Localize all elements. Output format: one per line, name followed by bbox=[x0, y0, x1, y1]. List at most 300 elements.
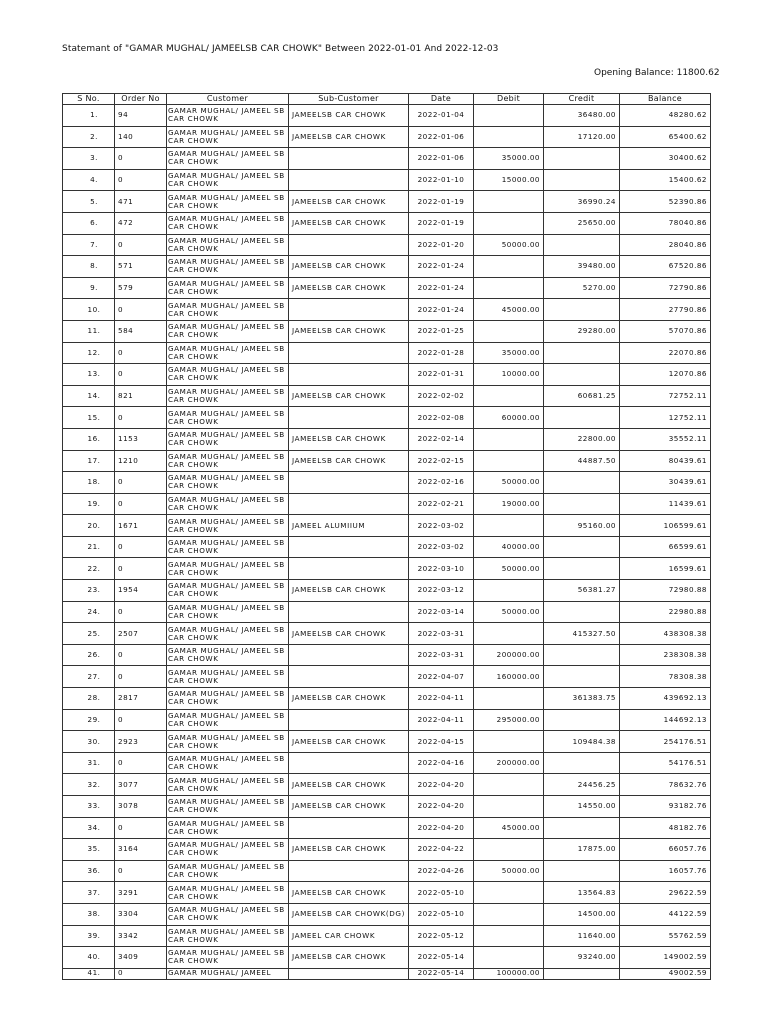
cell-date: 2022-05-10 bbox=[409, 882, 474, 904]
cell-credit: 39480.00 bbox=[544, 256, 620, 278]
cell-balance: 72752.11 bbox=[620, 385, 711, 407]
cell-order-no: 140 bbox=[115, 126, 167, 148]
header-date: Date bbox=[409, 94, 474, 105]
cell-credit bbox=[544, 407, 620, 429]
table-row bbox=[63, 105, 711, 127]
cell-balance: 66057.76 bbox=[620, 839, 711, 861]
cell-sub-customer: JAMEELSB CAR CHOWK bbox=[289, 731, 409, 753]
table-header-row bbox=[63, 94, 711, 105]
cell-sub-customer: JAMEELSB CAR CHOWK bbox=[289, 688, 409, 710]
cell-balance: 48182.76 bbox=[620, 817, 711, 839]
cell-date: 2022-02-08 bbox=[409, 407, 474, 429]
cell-sub-customer bbox=[289, 407, 409, 429]
cell-sno: 7. bbox=[63, 234, 115, 256]
cell-debit: 35000.00 bbox=[474, 148, 544, 170]
cell-balance: 80439.61 bbox=[620, 450, 711, 472]
cell-date: 2022-04-11 bbox=[409, 709, 474, 731]
cell-order-no: 579 bbox=[115, 277, 167, 299]
cell-sub-customer bbox=[289, 860, 409, 882]
cell-sno: 37. bbox=[63, 882, 115, 904]
cell-balance: 78040.86 bbox=[620, 212, 711, 234]
cell-order-no: 0 bbox=[115, 493, 167, 515]
table-row bbox=[63, 126, 711, 148]
cell-debit: 19000.00 bbox=[474, 493, 544, 515]
cell-order-no: 472 bbox=[115, 212, 167, 234]
cell-credit: 14500.00 bbox=[544, 903, 620, 925]
cell-credit: 36990.24 bbox=[544, 191, 620, 213]
cell-debit bbox=[474, 903, 544, 925]
cell-date: 2022-02-16 bbox=[409, 472, 474, 494]
cell-date: 2022-04-15 bbox=[409, 731, 474, 753]
cell-date: 2022-01-19 bbox=[409, 212, 474, 234]
table-row bbox=[63, 493, 711, 515]
table-row bbox=[63, 385, 711, 407]
cell-credit: 14550.00 bbox=[544, 796, 620, 818]
cell-debit: 50000.00 bbox=[474, 601, 544, 623]
cell-sno: 21. bbox=[63, 536, 115, 558]
cell-sub-customer: JAMEELSB CAR CHOWK bbox=[289, 105, 409, 127]
cell-customer: GAMAR MUGHAL/ JAMEEL SB CAR CHOWK bbox=[167, 126, 289, 148]
cell-credit bbox=[544, 601, 620, 623]
table-row bbox=[63, 277, 711, 299]
cell-debit bbox=[474, 385, 544, 407]
cell-sub-customer: JAMEELSB CAR CHOWK bbox=[289, 882, 409, 904]
table-row bbox=[63, 666, 711, 688]
cell-date: 2022-03-31 bbox=[409, 644, 474, 666]
cell-sno: 11. bbox=[63, 320, 115, 342]
cell-balance: 44122.59 bbox=[620, 903, 711, 925]
cell-balance: 55762.59 bbox=[620, 925, 711, 947]
cell-order-no: 3409 bbox=[115, 947, 167, 969]
cell-sub-customer: JAMEELSB CAR CHOWK(DG) bbox=[289, 903, 409, 925]
cell-customer: GAMAR MUGHAL/ JAMEEL SB CAR CHOWK bbox=[167, 580, 289, 602]
table-row bbox=[63, 256, 711, 278]
table-row bbox=[63, 515, 711, 537]
cell-debit: 45000.00 bbox=[474, 817, 544, 839]
cell-debit bbox=[474, 515, 544, 537]
cell-sno: 28. bbox=[63, 688, 115, 710]
cell-debit: 200000.00 bbox=[474, 752, 544, 774]
cell-sub-customer bbox=[289, 148, 409, 170]
cell-order-no: 0 bbox=[115, 644, 167, 666]
cell-order-no: 0 bbox=[115, 536, 167, 558]
cell-sub-customer: JAMEELSB CAR CHOWK bbox=[289, 126, 409, 148]
cell-order-no: 0 bbox=[115, 817, 167, 839]
cell-balance: 57070.86 bbox=[620, 320, 711, 342]
cell-balance: 78308.38 bbox=[620, 666, 711, 688]
table-row bbox=[63, 968, 711, 979]
header-order-no: Order No bbox=[115, 94, 167, 105]
cell-debit bbox=[474, 688, 544, 710]
cell-credit bbox=[544, 472, 620, 494]
cell-customer: GAMAR MUGHAL/ JAMEEL SB CAR CHOWK bbox=[167, 342, 289, 364]
cell-sno: 14. bbox=[63, 385, 115, 407]
cell-debit bbox=[474, 105, 544, 127]
cell-sno: 40. bbox=[63, 947, 115, 969]
cell-sno: 13. bbox=[63, 364, 115, 386]
cell-order-no: 2817 bbox=[115, 688, 167, 710]
cell-sub-customer: JAMEELSB CAR CHOWK bbox=[289, 428, 409, 450]
cell-date: 2022-04-20 bbox=[409, 817, 474, 839]
cell-debit bbox=[474, 320, 544, 342]
cell-customer: GAMAR MUGHAL/ JAMEEL SB CAR CHOWK bbox=[167, 709, 289, 731]
cell-credit: 5270.00 bbox=[544, 277, 620, 299]
cell-order-no: 821 bbox=[115, 385, 167, 407]
cell-balance: 106599.61 bbox=[620, 515, 711, 537]
cell-date: 2022-01-19 bbox=[409, 191, 474, 213]
cell-credit bbox=[544, 666, 620, 688]
cell-balance: 30439.61 bbox=[620, 472, 711, 494]
cell-sub-customer bbox=[289, 968, 409, 979]
cell-sno: 23. bbox=[63, 580, 115, 602]
cell-customer: GAMAR MUGHAL/ JAMEEL SB CAR CHOWK bbox=[167, 817, 289, 839]
cell-sno: 25. bbox=[63, 623, 115, 645]
cell-customer: GAMAR MUGHAL/ JAMEEL SB CAR CHOWK bbox=[167, 601, 289, 623]
cell-date: 2022-04-20 bbox=[409, 796, 474, 818]
table-body bbox=[63, 105, 711, 980]
cell-credit bbox=[544, 148, 620, 170]
cell-debit: 60000.00 bbox=[474, 407, 544, 429]
cell-order-no: 0 bbox=[115, 342, 167, 364]
cell-sno: 10. bbox=[63, 299, 115, 321]
header-balance: Balance bbox=[620, 94, 711, 105]
cell-sno: 1. bbox=[63, 105, 115, 127]
cell-debit bbox=[474, 580, 544, 602]
cell-credit: 25650.00 bbox=[544, 212, 620, 234]
cell-customer: GAMAR MUGHAL/ JAMEEL SB CAR CHOWK bbox=[167, 148, 289, 170]
cell-sno: 24. bbox=[63, 601, 115, 623]
table-row bbox=[63, 817, 711, 839]
cell-sub-customer bbox=[289, 299, 409, 321]
cell-sub-customer bbox=[289, 601, 409, 623]
cell-customer: GAMAR MUGHAL/ JAMEEL SB CAR CHOWK bbox=[167, 407, 289, 429]
table-row bbox=[63, 191, 711, 213]
table-row bbox=[63, 407, 711, 429]
cell-customer: GAMAR MUGHAL/ JAMEEL SB CAR CHOWK bbox=[167, 882, 289, 904]
cell-balance: 54176.51 bbox=[620, 752, 711, 774]
cell-balance: 16057.76 bbox=[620, 860, 711, 882]
cell-debit bbox=[474, 256, 544, 278]
cell-customer: GAMAR MUGHAL/ JAMEEL SB CAR CHOWK bbox=[167, 752, 289, 774]
cell-debit: 15000.00 bbox=[474, 169, 544, 191]
cell-debit bbox=[474, 277, 544, 299]
cell-balance: 12070.86 bbox=[620, 364, 711, 386]
cell-date: 2022-03-02 bbox=[409, 515, 474, 537]
cell-customer: GAMAR MUGHAL/ JAMEEL SB CAR CHOWK bbox=[167, 839, 289, 861]
cell-order-no: 2507 bbox=[115, 623, 167, 645]
cell-sub-customer bbox=[289, 342, 409, 364]
cell-order-no: 0 bbox=[115, 968, 167, 979]
cell-debit: 50000.00 bbox=[474, 558, 544, 580]
cell-date: 2022-01-20 bbox=[409, 234, 474, 256]
cell-order-no: 3291 bbox=[115, 882, 167, 904]
header-debit: Debit bbox=[474, 94, 544, 105]
cell-credit bbox=[544, 364, 620, 386]
cell-balance: 22070.86 bbox=[620, 342, 711, 364]
cell-sno: 5. bbox=[63, 191, 115, 213]
cell-sno: 34. bbox=[63, 817, 115, 839]
table-row bbox=[63, 169, 711, 191]
table-row bbox=[63, 428, 711, 450]
cell-credit bbox=[544, 709, 620, 731]
cell-customer: GAMAR MUGHAL/ JAMEEL SB CAR CHOWK bbox=[167, 947, 289, 969]
header-credit: Credit bbox=[544, 94, 620, 105]
cell-customer: GAMAR MUGHAL/ JAMEEL SB CAR CHOWK bbox=[167, 428, 289, 450]
cell-balance: 66599.61 bbox=[620, 536, 711, 558]
cell-debit bbox=[474, 623, 544, 645]
cell-order-no: 0 bbox=[115, 709, 167, 731]
cell-customer: GAMAR MUGHAL/ JAMEEL SB CAR CHOWK bbox=[167, 299, 289, 321]
table-row bbox=[63, 580, 711, 602]
cell-balance: 16599.61 bbox=[620, 558, 711, 580]
cell-date: 2022-02-02 bbox=[409, 385, 474, 407]
cell-credit bbox=[544, 752, 620, 774]
cell-sno: 2. bbox=[63, 126, 115, 148]
cell-debit bbox=[474, 731, 544, 753]
cell-sno: 30. bbox=[63, 731, 115, 753]
cell-date: 2022-04-20 bbox=[409, 774, 474, 796]
cell-order-no: 2923 bbox=[115, 731, 167, 753]
cell-customer: GAMAR MUGHAL/ JAMEEL SB CAR CHOWK bbox=[167, 558, 289, 580]
cell-sub-customer bbox=[289, 364, 409, 386]
cell-date: 2022-01-06 bbox=[409, 126, 474, 148]
cell-credit: 24456.25 bbox=[544, 774, 620, 796]
cell-date: 2022-03-02 bbox=[409, 536, 474, 558]
cell-balance: 22980.88 bbox=[620, 601, 711, 623]
cell-balance: 49002.59 bbox=[620, 968, 711, 979]
cell-date: 2022-04-16 bbox=[409, 752, 474, 774]
cell-sno: 20. bbox=[63, 515, 115, 537]
cell-customer: GAMAR MUGHAL/ JAMEEL SB CAR CHOWK bbox=[167, 688, 289, 710]
cell-sno: 3. bbox=[63, 148, 115, 170]
cell-order-no: 1210 bbox=[115, 450, 167, 472]
cell-credit: 415327.50 bbox=[544, 623, 620, 645]
cell-customer: GAMAR MUGHAL/ JAMEEL SB CAR CHOWK bbox=[167, 644, 289, 666]
cell-credit: 13564.83 bbox=[544, 882, 620, 904]
cell-debit: 295000.00 bbox=[474, 709, 544, 731]
cell-sub-customer bbox=[289, 666, 409, 688]
cell-customer: GAMAR MUGHAL/ JAMEEL SB CAR CHOWK bbox=[167, 472, 289, 494]
cell-sub-customer: JAMEELSB CAR CHOWK bbox=[289, 839, 409, 861]
cell-sno: 9. bbox=[63, 277, 115, 299]
cell-sno: 35. bbox=[63, 839, 115, 861]
cell-credit: 17120.00 bbox=[544, 126, 620, 148]
cell-credit bbox=[544, 342, 620, 364]
cell-order-no: 3304 bbox=[115, 903, 167, 925]
cell-sno: 18. bbox=[63, 472, 115, 494]
cell-order-no: 0 bbox=[115, 148, 167, 170]
cell-balance: 93182.76 bbox=[620, 796, 711, 818]
cell-debit: 40000.00 bbox=[474, 536, 544, 558]
cell-order-no: 1671 bbox=[115, 515, 167, 537]
cell-order-no: 3342 bbox=[115, 925, 167, 947]
cell-sub-customer bbox=[289, 536, 409, 558]
cell-customer: GAMAR MUGHAL/ JAMEEL SB CAR CHOWK bbox=[167, 774, 289, 796]
cell-debit: 200000.00 bbox=[474, 644, 544, 666]
cell-date: 2022-03-14 bbox=[409, 601, 474, 623]
cell-sno: 8. bbox=[63, 256, 115, 278]
cell-sno: 38. bbox=[63, 903, 115, 925]
cell-date: 2022-01-04 bbox=[409, 105, 474, 127]
cell-date: 2022-03-12 bbox=[409, 580, 474, 602]
table-row bbox=[63, 860, 711, 882]
cell-date: 2022-05-10 bbox=[409, 903, 474, 925]
cell-customer: GAMAR MUGHAL/ JAMEEL SB CAR CHOWK bbox=[167, 385, 289, 407]
table-row bbox=[63, 709, 711, 731]
cell-customer: GAMAR MUGHAL/ JAMEEL SB CAR CHOWK bbox=[167, 277, 289, 299]
cell-date: 2022-01-10 bbox=[409, 169, 474, 191]
cell-sub-customer: JAMEELSB CAR CHOWK bbox=[289, 277, 409, 299]
cell-customer: GAMAR MUGHAL/ JAMEEL bbox=[167, 968, 289, 979]
table-row bbox=[63, 882, 711, 904]
table-row bbox=[63, 364, 711, 386]
cell-sno: 12. bbox=[63, 342, 115, 364]
table-row bbox=[63, 601, 711, 623]
header-sno: S No. bbox=[63, 94, 115, 105]
cell-debit bbox=[474, 212, 544, 234]
cell-credit: 17875.00 bbox=[544, 839, 620, 861]
table-row bbox=[63, 925, 711, 947]
cell-sno: 22. bbox=[63, 558, 115, 580]
cell-customer: GAMAR MUGHAL/ JAMEEL SB CAR CHOWK bbox=[167, 169, 289, 191]
cell-debit bbox=[474, 882, 544, 904]
cell-credit bbox=[544, 558, 620, 580]
opening-balance: Opening Balance: 11800.62 bbox=[594, 68, 720, 78]
cell-order-no: 0 bbox=[115, 169, 167, 191]
table-row bbox=[63, 903, 711, 925]
cell-sno: 16. bbox=[63, 428, 115, 450]
table-row bbox=[63, 299, 711, 321]
cell-sub-customer: JAMEELSB CAR CHOWK bbox=[289, 796, 409, 818]
cell-date: 2022-03-10 bbox=[409, 558, 474, 580]
cell-date: 2022-05-14 bbox=[409, 947, 474, 969]
cell-debit bbox=[474, 126, 544, 148]
cell-debit: 45000.00 bbox=[474, 299, 544, 321]
cell-balance: 144692.13 bbox=[620, 709, 711, 731]
cell-date: 2022-02-15 bbox=[409, 450, 474, 472]
cell-debit: 100000.00 bbox=[474, 968, 544, 979]
cell-sub-customer bbox=[289, 709, 409, 731]
cell-sub-customer bbox=[289, 472, 409, 494]
cell-credit: 44887.50 bbox=[544, 450, 620, 472]
cell-credit: 109484.38 bbox=[544, 731, 620, 753]
cell-order-no: 0 bbox=[115, 407, 167, 429]
cell-date: 2022-04-11 bbox=[409, 688, 474, 710]
table-row bbox=[63, 731, 711, 753]
cell-balance: 72790.86 bbox=[620, 277, 711, 299]
cell-credit bbox=[544, 299, 620, 321]
cell-credit: 36480.00 bbox=[544, 105, 620, 127]
table-row bbox=[63, 148, 711, 170]
cell-customer: GAMAR MUGHAL/ JAMEEL SB CAR CHOWK bbox=[167, 234, 289, 256]
cell-date: 2022-05-12 bbox=[409, 925, 474, 947]
cell-customer: GAMAR MUGHAL/ JAMEEL SB CAR CHOWK bbox=[167, 256, 289, 278]
cell-credit: 95160.00 bbox=[544, 515, 620, 537]
cell-customer: GAMAR MUGHAL/ JAMEEL SB CAR CHOWK bbox=[167, 493, 289, 515]
cell-debit bbox=[474, 191, 544, 213]
cell-sub-customer: JAMEELSB CAR CHOWK bbox=[289, 212, 409, 234]
table-row bbox=[63, 234, 711, 256]
cell-sub-customer bbox=[289, 817, 409, 839]
cell-customer: GAMAR MUGHAL/ JAMEEL SB CAR CHOWK bbox=[167, 623, 289, 645]
cell-balance: 35552.11 bbox=[620, 428, 711, 450]
cell-sno: 26. bbox=[63, 644, 115, 666]
cell-debit: 160000.00 bbox=[474, 666, 544, 688]
cell-balance: 439692.13 bbox=[620, 688, 711, 710]
cell-sub-customer bbox=[289, 493, 409, 515]
cell-balance: 254176.51 bbox=[620, 731, 711, 753]
cell-order-no: 0 bbox=[115, 752, 167, 774]
cell-customer: GAMAR MUGHAL/ JAMEEL SB CAR CHOWK bbox=[167, 925, 289, 947]
table-row bbox=[63, 839, 711, 861]
cell-order-no: 1954 bbox=[115, 580, 167, 602]
cell-sno: 33. bbox=[63, 796, 115, 818]
cell-date: 2022-01-25 bbox=[409, 320, 474, 342]
cell-customer: GAMAR MUGHAL/ JAMEEL SB CAR CHOWK bbox=[167, 450, 289, 472]
cell-sub-customer bbox=[289, 558, 409, 580]
cell-date: 2022-01-06 bbox=[409, 148, 474, 170]
cell-customer: GAMAR MUGHAL/ JAMEEL SB CAR CHOWK bbox=[167, 212, 289, 234]
cell-date: 2022-04-22 bbox=[409, 839, 474, 861]
cell-customer: GAMAR MUGHAL/ JAMEEL SB CAR CHOWK bbox=[167, 191, 289, 213]
cell-order-no: 3164 bbox=[115, 839, 167, 861]
cell-sno: 32. bbox=[63, 774, 115, 796]
cell-date: 2022-01-24 bbox=[409, 299, 474, 321]
cell-balance: 78632.76 bbox=[620, 774, 711, 796]
cell-sub-customer: JAMEELSB CAR CHOWK bbox=[289, 947, 409, 969]
cell-order-no: 94 bbox=[115, 105, 167, 127]
cell-order-no: 0 bbox=[115, 234, 167, 256]
cell-debit: 50000.00 bbox=[474, 234, 544, 256]
cell-sub-customer bbox=[289, 752, 409, 774]
cell-sno: 36. bbox=[63, 860, 115, 882]
cell-credit bbox=[544, 968, 620, 979]
table-row bbox=[63, 947, 711, 969]
cell-balance: 28040.86 bbox=[620, 234, 711, 256]
cell-customer: GAMAR MUGHAL/ JAMEEL SB CAR CHOWK bbox=[167, 320, 289, 342]
cell-debit: 10000.00 bbox=[474, 364, 544, 386]
cell-customer: GAMAR MUGHAL/ JAMEEL SB CAR CHOWK bbox=[167, 666, 289, 688]
cell-sub-customer bbox=[289, 169, 409, 191]
table-row bbox=[63, 774, 711, 796]
cell-order-no: 571 bbox=[115, 256, 167, 278]
table-row bbox=[63, 342, 711, 364]
statement-table bbox=[62, 93, 711, 980]
cell-order-no: 0 bbox=[115, 472, 167, 494]
cell-order-no: 0 bbox=[115, 364, 167, 386]
cell-date: 2022-04-07 bbox=[409, 666, 474, 688]
cell-sub-customer: JAMEEL ALUMIIUM bbox=[289, 515, 409, 537]
cell-balance: 72980.88 bbox=[620, 580, 711, 602]
cell-balance: 30400.62 bbox=[620, 148, 711, 170]
cell-date: 2022-04-26 bbox=[409, 860, 474, 882]
table-row bbox=[63, 796, 711, 818]
cell-sub-customer bbox=[289, 234, 409, 256]
cell-sno: 31. bbox=[63, 752, 115, 774]
table-row bbox=[63, 644, 711, 666]
cell-debit: 35000.00 bbox=[474, 342, 544, 364]
cell-sub-customer: JAMEELSB CAR CHOWK bbox=[289, 191, 409, 213]
cell-order-no: 3078 bbox=[115, 796, 167, 818]
cell-balance: 27790.86 bbox=[620, 299, 711, 321]
cell-customer: GAMAR MUGHAL/ JAMEEL SB CAR CHOWK bbox=[167, 860, 289, 882]
cell-order-no: 0 bbox=[115, 299, 167, 321]
header-sub-customer: Sub-Customer bbox=[289, 94, 409, 105]
cell-debit bbox=[474, 947, 544, 969]
cell-sno: 41. bbox=[63, 968, 115, 979]
cell-balance: 15400.62 bbox=[620, 169, 711, 191]
cell-balance: 11439.61 bbox=[620, 493, 711, 515]
